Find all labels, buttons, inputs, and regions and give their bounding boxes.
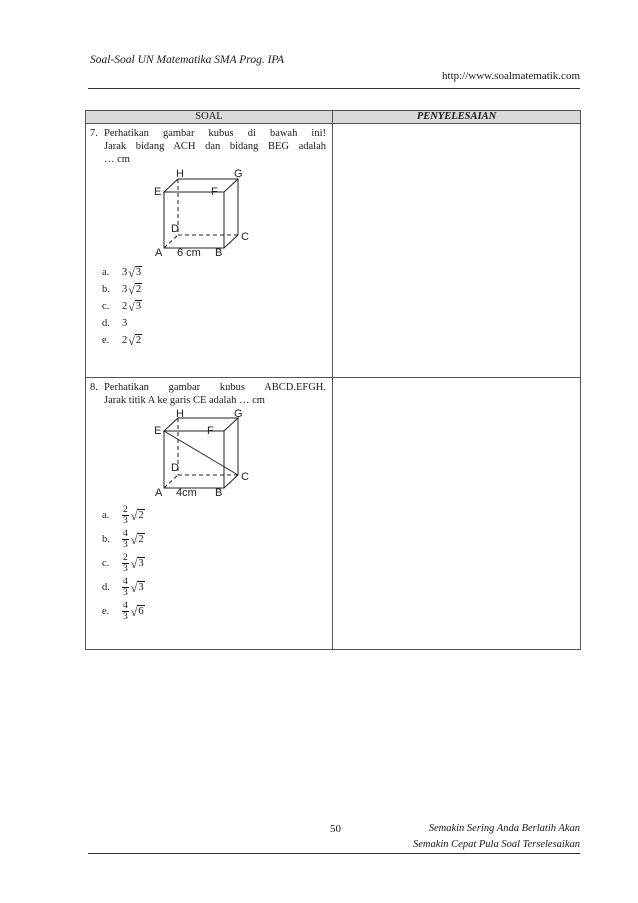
- question-row-8: [86, 378, 581, 650]
- question-line: … cm: [104, 154, 130, 165]
- radical-sign: √: [130, 508, 138, 523]
- question-8-cell: [86, 378, 333, 650]
- answer-option-c[interactable]: [102, 551, 326, 575]
- sqrt-expression: [128, 266, 142, 279]
- radical-sign: √: [128, 283, 135, 297]
- option-label: a.: [102, 267, 110, 278]
- sqrt-expression: [128, 334, 142, 347]
- radical-sign: √: [130, 556, 138, 571]
- numerator: 4: [123, 600, 128, 611]
- question-line: Perhatikan gambar kubus ABCD.EFGH.: [104, 382, 326, 393]
- sqrt-expression: [131, 509, 145, 522]
- radicand: 6: [138, 605, 144, 617]
- question-number: 8.: [90, 382, 98, 393]
- website-url[interactable]: http://www.soalmatematik.com: [442, 70, 580, 82]
- fraction: [122, 529, 129, 550]
- vertex-label: E: [154, 425, 162, 437]
- page-number: 50: [330, 823, 341, 835]
- vertex-label: D: [171, 462, 179, 474]
- answer-option-b[interactable]: [102, 527, 326, 551]
- vertex-label: C: [241, 471, 249, 483]
- radical-sign: √: [128, 334, 135, 348]
- document-title: Soal-Soal UN Matematika SMA Prog. IPA: [90, 54, 284, 66]
- radical-sign: √: [130, 532, 138, 547]
- question-text: [104, 127, 326, 166]
- question-line: Perhatikan gambar kubus di bawah ini!: [104, 128, 326, 139]
- cube-figure-q8: [142, 409, 272, 497]
- option-coefficient: 2: [122, 301, 128, 312]
- fraction: [122, 577, 129, 598]
- question-row-7: [86, 124, 581, 378]
- option-label: e.: [102, 335, 110, 346]
- question-7-cell: [86, 124, 333, 378]
- numerator: 2: [123, 552, 128, 563]
- answer-option-b[interactable]: [102, 281, 326, 298]
- vertex-label: E: [154, 186, 162, 198]
- radicand: 2: [138, 509, 144, 521]
- table-header-row: [86, 111, 581, 124]
- radicand: 3: [138, 581, 144, 593]
- vertex-label: G: [234, 168, 243, 180]
- radicand: 3: [135, 301, 142, 312]
- option-coefficient: 3: [122, 284, 128, 295]
- radical-sign: √: [130, 604, 138, 619]
- question-line: Jarak bidang ACH dan bidang BEG adalah: [104, 141, 326, 152]
- radical-sign: √: [128, 300, 135, 314]
- denominator: 3: [123, 611, 128, 622]
- vertex-label: A: [155, 487, 163, 497]
- answer-option-e[interactable]: [102, 599, 326, 623]
- vertex-label: C: [241, 231, 249, 243]
- vertex-label: F: [211, 186, 218, 198]
- sqrt-expression: [131, 605, 145, 618]
- option-coefficient: 3: [122, 267, 128, 278]
- footer-rule: [88, 853, 580, 854]
- question-number: 7.: [90, 128, 98, 139]
- option-label: d.: [102, 581, 110, 593]
- sqrt-expression: [131, 533, 145, 546]
- radicand: 2: [135, 335, 142, 346]
- option-label: c.: [102, 301, 110, 312]
- sqrt-expression: [131, 581, 145, 594]
- cube-figure-q7: [142, 168, 272, 258]
- numerator: 4: [123, 528, 128, 539]
- radical-sign: √: [130, 580, 138, 595]
- option-label: b.: [102, 284, 110, 295]
- option-coefficient: 3: [122, 318, 128, 329]
- sqrt-expression: [131, 557, 145, 570]
- numerator: 2: [123, 504, 128, 515]
- answer-option-a[interactable]: [102, 503, 326, 527]
- radicand: 2: [135, 284, 142, 295]
- header-rule: [88, 88, 580, 89]
- radical-sign: √: [128, 266, 135, 280]
- option-label: a.: [102, 509, 110, 521]
- option-label: c.: [102, 557, 110, 569]
- numerator: 4: [123, 576, 128, 587]
- fraction: [122, 553, 129, 574]
- footer-motto-line-1: Semakin Sering Anda Berlatih Akan: [428, 823, 580, 834]
- radicand: 3: [138, 557, 144, 569]
- vertex-label: B: [215, 247, 223, 258]
- question-text: [104, 381, 326, 407]
- answer-options-q7: [102, 264, 326, 349]
- vertex-label: H: [176, 409, 184, 420]
- answer-option-d[interactable]: [102, 315, 326, 332]
- radicand: 3: [135, 267, 142, 278]
- footer-motto-line-2: Semakin Cepat Pula Soal Terselesaikan: [412, 839, 580, 850]
- vertex-label: G: [234, 409, 243, 420]
- option-label: d.: [102, 318, 110, 329]
- fraction: [122, 505, 129, 526]
- edge-length-label: 6 cm: [177, 247, 201, 258]
- radicand: 2: [138, 533, 144, 545]
- vertex-label: H: [176, 168, 184, 180]
- vertex-label: A: [155, 247, 163, 258]
- denominator: 3: [123, 563, 128, 574]
- option-label: e.: [102, 605, 110, 617]
- sqrt-expression: [128, 300, 142, 313]
- question-table: [85, 110, 581, 650]
- edge-length-label: 4cm: [176, 487, 197, 497]
- vertex-label: F: [207, 425, 214, 437]
- solution-cell-7: [333, 124, 581, 378]
- option-coefficient: 2: [122, 335, 128, 346]
- vertex-label: D: [171, 223, 179, 235]
- fraction: [122, 601, 129, 622]
- sqrt-expression: [128, 283, 142, 296]
- answer-option-a[interactable]: [102, 264, 326, 281]
- question-line: Jarak titik A ke garis CE adalah … cm: [104, 395, 265, 406]
- solution-cell-8: [333, 378, 581, 650]
- denominator: 3: [123, 587, 128, 598]
- denominator: 3: [123, 515, 128, 526]
- soal-column-header: SOAL: [86, 111, 333, 124]
- answer-option-d[interactable]: [102, 575, 326, 599]
- vertex-label: B: [215, 487, 223, 497]
- denominator: 3: [123, 539, 128, 550]
- answer-options-q8: [102, 503, 326, 623]
- penyelesaian-column-header: PENYELESAIAN: [333, 111, 581, 124]
- answer-option-e[interactable]: [102, 332, 326, 349]
- answer-option-c[interactable]: [102, 298, 326, 315]
- option-label: b.: [102, 533, 110, 545]
